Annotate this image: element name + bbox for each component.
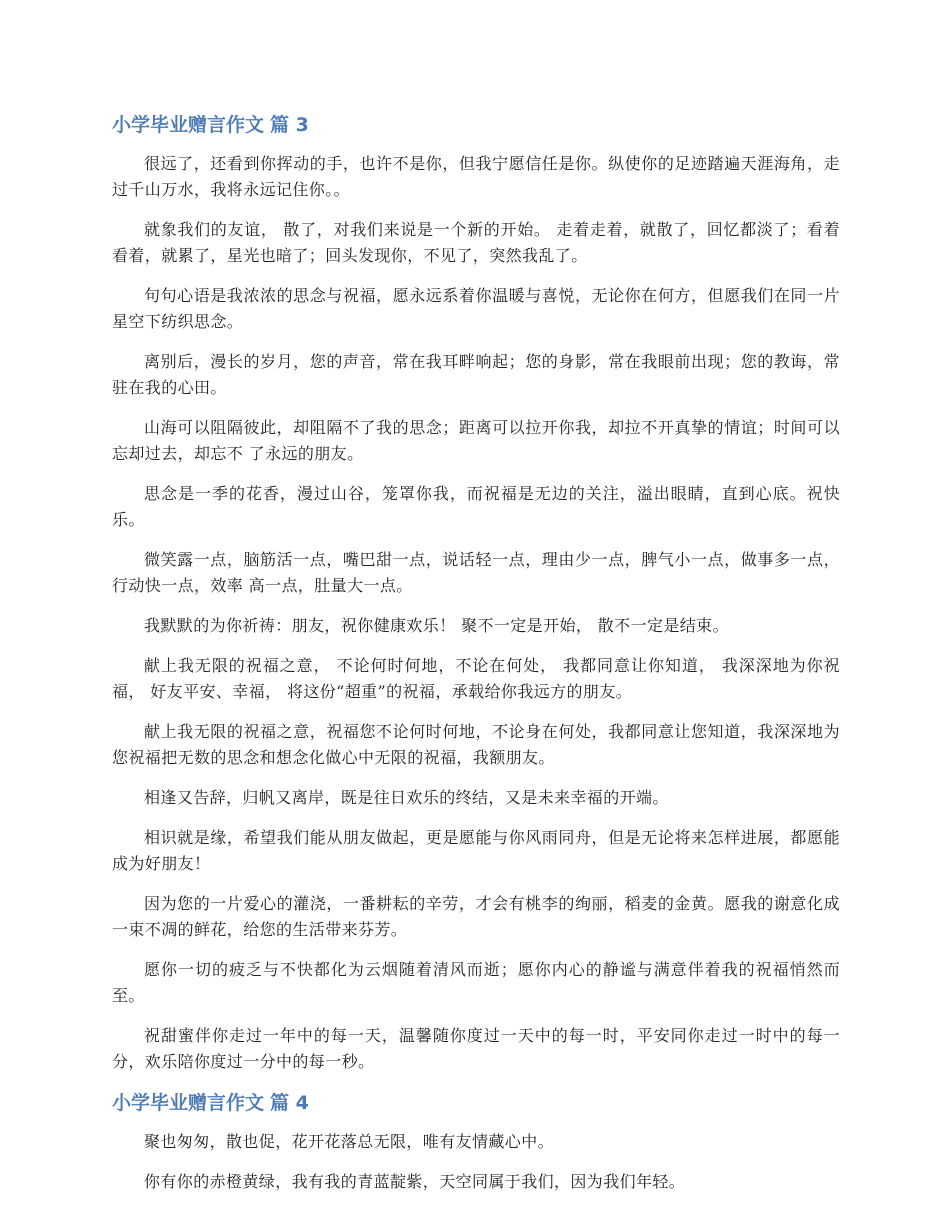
section-heading <box>112 111 840 139</box>
paragraph: 山海可以阻隔彼此，却阻隔不了我的思念；距离可以拉开你我，却拉不开真挚的情谊；时间可以忘却过去，却忘不 了永远的朋友。 <box>112 418 840 463</box>
paragraph: 相逢又告辞，归帆又离岸，既是往日欢乐的终结，又是未来幸福的开端。 <box>144 788 669 807</box>
paragraph: 因为您的一片爱心的灌浇，一番耕耘的辛劳，才会有桃李的绚丽，稻麦的金黄。愿我的谢意化成一束不凋的鲜花，给您的生活带来芬芳。 <box>112 894 840 939</box>
section-number: 篇 3 <box>270 114 309 136</box>
paragraph: 微笑露一点，脑筋活一点，嘴巴甜一点，说话轻一点，理由少一点，脾气小一点，做事多一点，行动快一点，效率 高一点，肚量大一点。 <box>112 550 840 595</box>
section-number: 篇 4 <box>270 1092 309 1114</box>
paragraph: 我默默的为你祈祷：朋友，祝你健康欢乐！ 聚不一定是开始， 散不一定是结束。 <box>144 616 729 635</box>
paragraph: 离别后，漫长的岁月，您的声音，常在我耳畔响起；您的身影，常在我眼前出现；您的教诲，常驻在我的心田。 <box>112 352 840 397</box>
paragraph: 献上我无限的祝福之意，祝福您不论何时何地，不论身在何处，我都同意让您知道，我深深地为您祝福把无数的思念和想念化做心中无限的祝福，我额朋友。 <box>112 722 840 767</box>
paragraph: 祝甜蜜伴你走过一年中的每一天，温馨随你度过一天中的每一时，平安同你走过一时中的每一分，欢乐陪你度过一分中的每一秒。 <box>112 1026 840 1071</box>
paragraph: 很远了，还看到你挥动的手，也许不是你，但我宁愿信任是你。纵使你的足迹踏遍天涯海角，走过千山万水，我将永远记住你。。 <box>112 154 840 199</box>
section-heading-text: 小学毕业赠言作文 <box>112 114 265 136</box>
paragraph: 聚也匆匆，散也促，花开花落总无限，唯有友情藏心中。 <box>144 1132 555 1151</box>
section-heading-text: 小学毕业赠言作文 <box>112 1092 265 1114</box>
section-heading <box>112 1089 840 1117</box>
paragraph: 你有你的赤橙黄绿，我有我的青蓝靛紫，天空同属于我们，因为我们年轻。 <box>144 1172 686 1191</box>
paragraph: 思念是一季的花香，漫过山谷，笼罩你我，而祝福是无边的关注，溢出眼睛，直到心底。祝快乐。 <box>112 484 840 529</box>
paragraph: 愿你一切的疲乏与不快都化为云烟随着清风而逝；愿你内心的静谧与满意伴着我的祝福悄然而至。 <box>112 960 840 1005</box>
paragraph: 句句心语是我浓浓的思念与祝福，愿永远系着你温暖与喜悦，无论你在何方，但愿我们在同一片星空下纺织思念。 <box>112 286 840 331</box>
paragraph: 就象我们的友谊， 散了，对我们来说是一个新的开始。 走着走着，就散了，回忆都淡了；看着看着，就累了，星光也暗了；回头发现你，不见了，突然我乱了。 <box>112 220 840 265</box>
paragraph: 献上我无限的祝福之意， 不论何时何地，不论在何处， 我都同意让你知道， 我深深地为你祝福， 好友平安、幸福， 将这份“超重”的祝福，承载给你我远方的朋友。 <box>112 656 840 701</box>
document-page <box>112 111 840 1209</box>
paragraph: 相识就是缘，希望我们能从朋友做起，更是愿能与你风雨同舟，但是无论将来怎样进展，都愿能成为好朋友！ <box>112 828 840 873</box>
